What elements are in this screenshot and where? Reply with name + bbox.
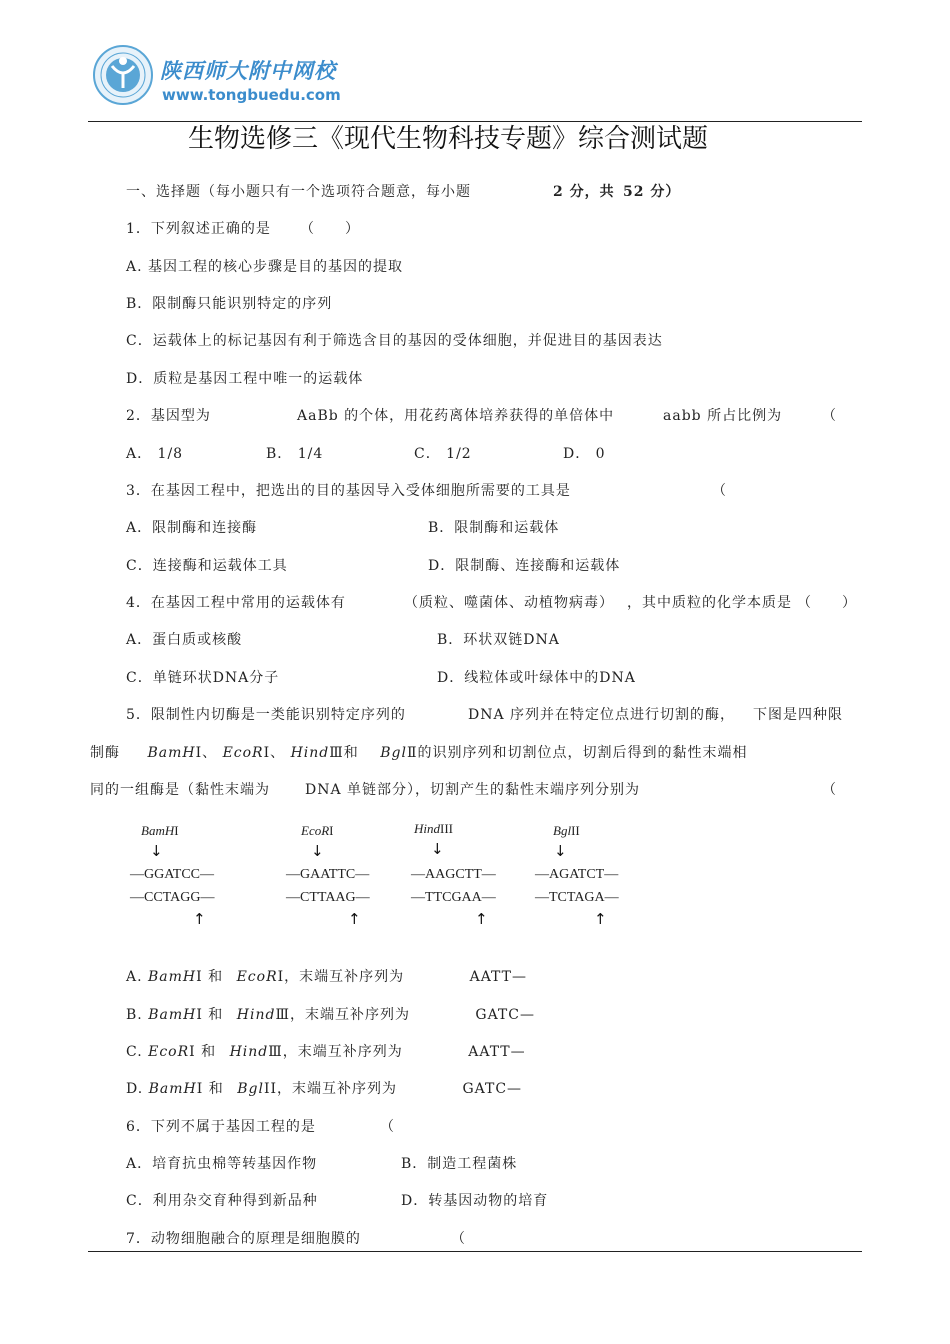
footer-rule (88, 1251, 862, 1252)
cut-arrow-down-icon: ↓ (150, 842, 163, 860)
q1-option-a: A. 基因工程的核心步骤是目的基因的提取 (126, 259, 404, 275)
seq-top-hindiii: —AAGCTT— (411, 867, 496, 882)
q3-stem: 3．在基因工程中，把选出的目的基因导入受体细胞所需要的工具是 (126, 483, 571, 499)
cut-arrow-up-icon: ↑ (348, 910, 361, 928)
seq-bottom-bglii: —TCTAGA— (535, 890, 619, 905)
seq-top-bamhi: —GGATCC— (130, 867, 215, 882)
q5-line3-a: 同的一组酶是（黏性末端为 (90, 782, 270, 798)
q6-option-a: A．培育抗虫棉等转基因作物 (126, 1156, 318, 1172)
q2-stem-2: AaBb 的个体，用花药离体培养获得的单倍体中 (297, 408, 615, 424)
q7-paren: （ (451, 1231, 466, 1247)
q5-enzyme-hind: Hind (290, 745, 330, 761)
q3-paren: （ (712, 483, 727, 499)
seq-bottom-ecori: —CTTAAG— (286, 890, 370, 905)
enzyme-label-ecori: EcoRI (301, 823, 334, 838)
cut-arrow-up-icon: ↑ (594, 910, 607, 928)
q4-option-b: B．环状双链DNA (437, 632, 560, 648)
q4-option-d: D．线粒体或叶绿体中的DNA (437, 670, 636, 686)
cut-arrow-down-icon: ↓ (431, 840, 444, 858)
q6-option-b: B．制造工程菌株 (401, 1156, 518, 1172)
enzyme-label-hindiii: HindIII (414, 821, 453, 836)
q5-line1-c: 下图是四种限 (753, 707, 843, 723)
q5-option-d: D. BamHI 和 BglII，末端互补序列为 GATC— (126, 1081, 523, 1097)
seq-bottom-bamhi: —CCTAGG— (130, 890, 215, 905)
q6-paren: （ (380, 1119, 395, 1135)
seq-top-ecori: —GAATTC— (286, 867, 370, 882)
school-name: 陕西师大附中网校 (160, 59, 336, 83)
q3-option-d: D．限制酶、连接酶和运载体 (428, 558, 621, 574)
enzyme-label-bglii: BglII (553, 823, 580, 838)
q2-option-a: A． 1/8 (126, 446, 184, 462)
cut-arrow-up-icon: ↑ (193, 910, 206, 928)
q1-option-d: D．质粒是基因工程中唯一的运载体 (126, 371, 364, 387)
q3-option-b: B．限制酶和运载体 (428, 520, 560, 536)
q5-enzyme-ecor: EcoR (222, 745, 264, 761)
q1-option-b: B．限制酶只能识别特定的序列 (126, 296, 333, 312)
seq-top-bglii: —AGATCT— (535, 867, 619, 882)
q5-line2-a: 制酶 (90, 745, 120, 761)
q5-line1-a: 5．限制性内切酶是一类能识别特定序列的 (126, 707, 406, 723)
q4-stem-3: ，其中质粒的化学本质是 (627, 595, 792, 611)
website-url: www.tongbuedu.com (162, 86, 341, 104)
seq-bottom-hindiii: —TTCGAA— (411, 890, 496, 905)
q5-line2-g: Ⅲ和 (329, 745, 359, 761)
q5-line2-i: Ⅱ的识别序列和切割位点，切割后得到的黏性末端相 (406, 745, 748, 761)
school-emblem-icon (92, 44, 154, 106)
q5-line1-b: DNA 序列并在特定位点进行切割的酶， (468, 707, 736, 723)
q2-paren: （ (822, 408, 837, 424)
q6-option-c: C．利用杂交育种得到新品种 (126, 1193, 318, 1209)
q4-stem-1: 4．在基因工程中常用的运载体有 (126, 595, 346, 611)
q4-option-a: A．蛋白质或核酸 (126, 632, 243, 648)
q2-stem-3: aabb 所占比例为 (663, 408, 783, 424)
q3-option-a: A．限制酶和连接酶 (126, 520, 258, 536)
section-points: 2 分，共 (553, 184, 615, 200)
q5-option-a: A. BamHI 和 EcoRI，末端互补序列为 AATT— (126, 969, 527, 985)
q5-option-c: C. EcoRI 和 HindⅢ，末端互补序列为 AATT— (126, 1044, 526, 1060)
q5-enzyme-bamh: BamH (147, 745, 196, 761)
q5-line2 (90, 742, 747, 762)
school-logo (92, 44, 154, 106)
q5-line2-e: I、 (263, 745, 286, 761)
cut-arrow-down-icon: ↓ (311, 842, 324, 860)
q1-option-c: C．运载体上的标记基因有利于筛选含目的基因的受体细胞，并促进目的基因表达 (126, 333, 663, 349)
q5-line3-paren: （ (822, 782, 837, 798)
q2-option-d: D． 0 (563, 446, 606, 462)
enzyme-label-bamhi: BamHI (141, 823, 179, 838)
q3-option-c: C．连接酶和运载体工具 (126, 558, 288, 574)
q1-paren: （ ） (300, 221, 360, 237)
section-total: 52 分） (623, 184, 681, 200)
q1-stem: 1．下列叙述正确的是 (126, 221, 271, 237)
q5-option-b: B. BamHI 和 HindⅢ，末端互补序列为 GATC— (126, 1007, 535, 1023)
q5-enzyme-bgl: Bgl (380, 745, 407, 761)
q6-stem: 6．下列不属于基因工程的是 (126, 1119, 316, 1135)
q7-stem: 7．动物细胞融合的原理是细胞膜的 (126, 1231, 361, 1247)
q5-line2-c: I、 (195, 745, 218, 761)
q2-option-b: B． 1/4 (266, 446, 324, 462)
q4-stem-2: （质粒、噬菌体、动植物病毒） (404, 595, 614, 611)
q2-option-c: C． 1/2 (414, 446, 472, 462)
section-intro: 一、选择题（每小题只有一个选项符合题意，每小题 (126, 184, 471, 200)
q4-option-c: C．单链环状DNA分子 (126, 670, 280, 686)
q6-option-d: D．转基因动物的培育 (401, 1193, 549, 1209)
q4-paren: （ ） (797, 595, 857, 611)
cut-arrow-down-icon: ↓ (554, 842, 567, 860)
q2-stem-1: 2．基因型为 (126, 408, 211, 424)
q5-line3-b: DNA 单链部分），切割产生的黏性末端序列分别为 (305, 782, 641, 798)
page-title: 生物选修三《现代生物科技专题》综合测试题 (188, 124, 709, 154)
cut-arrow-up-icon: ↑ (475, 910, 488, 928)
